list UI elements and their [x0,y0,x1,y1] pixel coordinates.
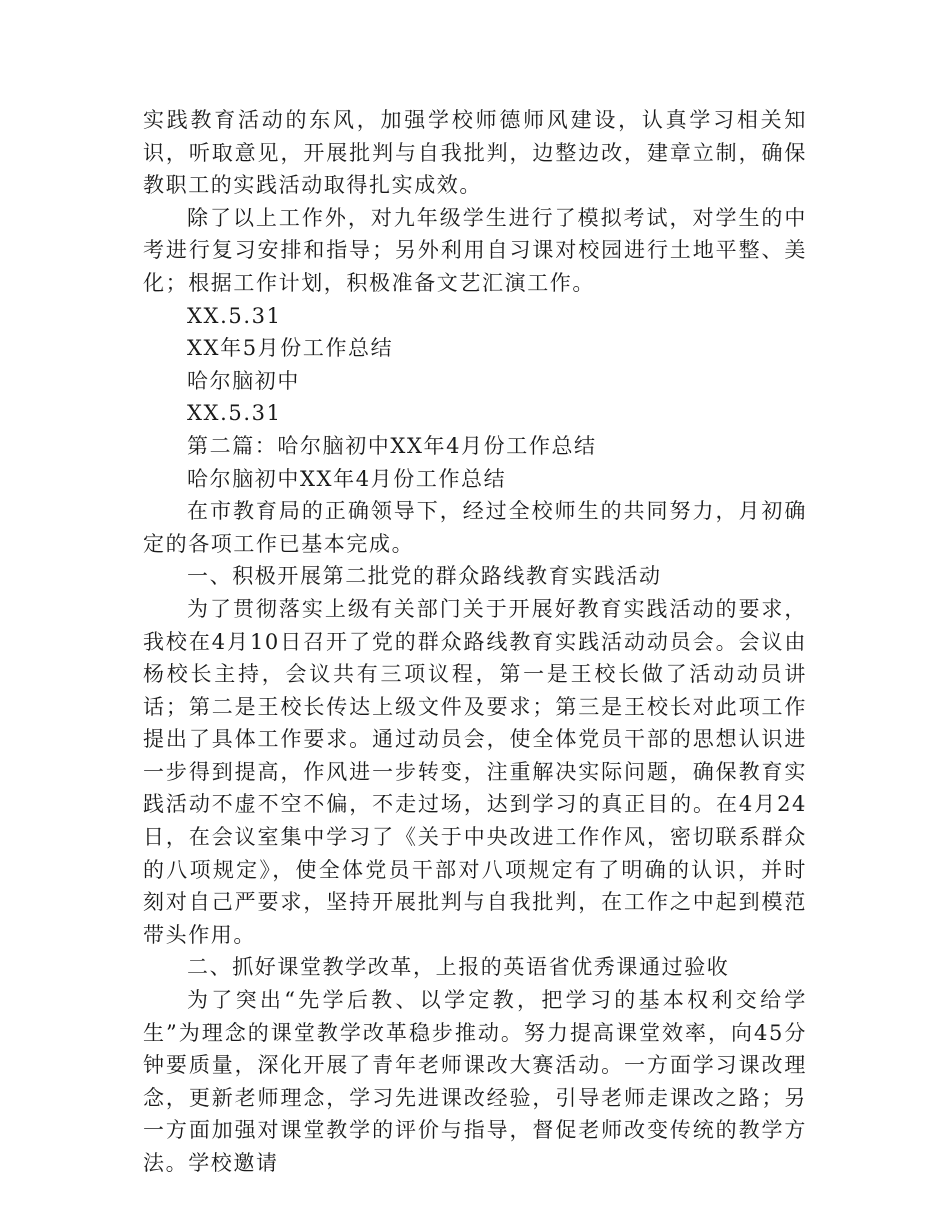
section-heading-2: 二、抓好课堂教学改革，上报的英语省优秀课通过验收 [187,955,730,980]
chapter-heading: 第二篇：哈尔脑初中XX年4月份工作总结 [187,433,597,458]
paragraph-other-work: 除了以上工作外，对九年级学生进行了模拟考试，对学生的中考进行复习安排和指导；另外利用自习课对校园进行土地平整、美化；根据工作计划，积极准备文艺汇演工作。 [143,205,807,295]
school-name: 哈尔脑初中 [187,368,300,393]
date-line: XX.5.31 [187,303,282,328]
document-page [143,104,807,1180]
section-heading-1: 一、积极开展第二批党的群众路线教育实践活动 [187,564,662,589]
paragraph-section-1: 为了贯彻落实上级有关部门关于开展好教育实践活动的要求，我校在4月10日召开了党的群众路线教育实践活动动员会。会议由杨校长主持，会议共有三项议程，第一是王校长做了活动动员讲话；第二是王校长传达上级文件及要求；第三是王校长对此项工作提出了具体工作要求。通过动员会，使全体党员干部的思想认识进一步得到提高，作风进一步转变，注重解决实际问题，确保教育实践活动不虚不空不偏，不走过场，达到学习的真正目的。在4月24日，在会议室集中学习了《关于中央改进工作作风，密切联系群众的八项规定》，使全体党员干部对八项规定有了明确的认识，并时刻对自己严要求，坚持开展批判与自我批判，在工作之中起到模范带头作用。 [143,596,807,947]
paragraph-section-2: 为了突出“先学后教、以学定教，把学习的基本权利交给学生”为理念的课堂教学改革稳步推动。努力提高课堂效率，向45分钟要质量，深化开展了青年老师课改大赛活动。一方面学习课改理念，更新老师理念，学习先进课改经验，引导老师走课改之路；另一方面加强对课堂教学的评价与指导，督促老师改变传统的教学方法。学校邀请 [143,988,807,1175]
paragraph-continuation: 实践教育活动的东风，加强学校师德师风建设，认真学习相关知识，听取意见，开展批判与自我批判，边整边改，建章立制，确保教职工的实践活动取得扎实成效。 [143,108,807,198]
summary-title-april: 哈尔脑初中XX年4月份工作总结 [187,466,507,491]
paragraph-intro: 在市教育局的正确领导下，经过全校师生的共同努力，月初确定的各项工作已基本完成。 [143,499,807,556]
summary-title-may: XX年5月份工作总结 [187,336,394,361]
date-line: XX.5.31 [187,401,282,426]
